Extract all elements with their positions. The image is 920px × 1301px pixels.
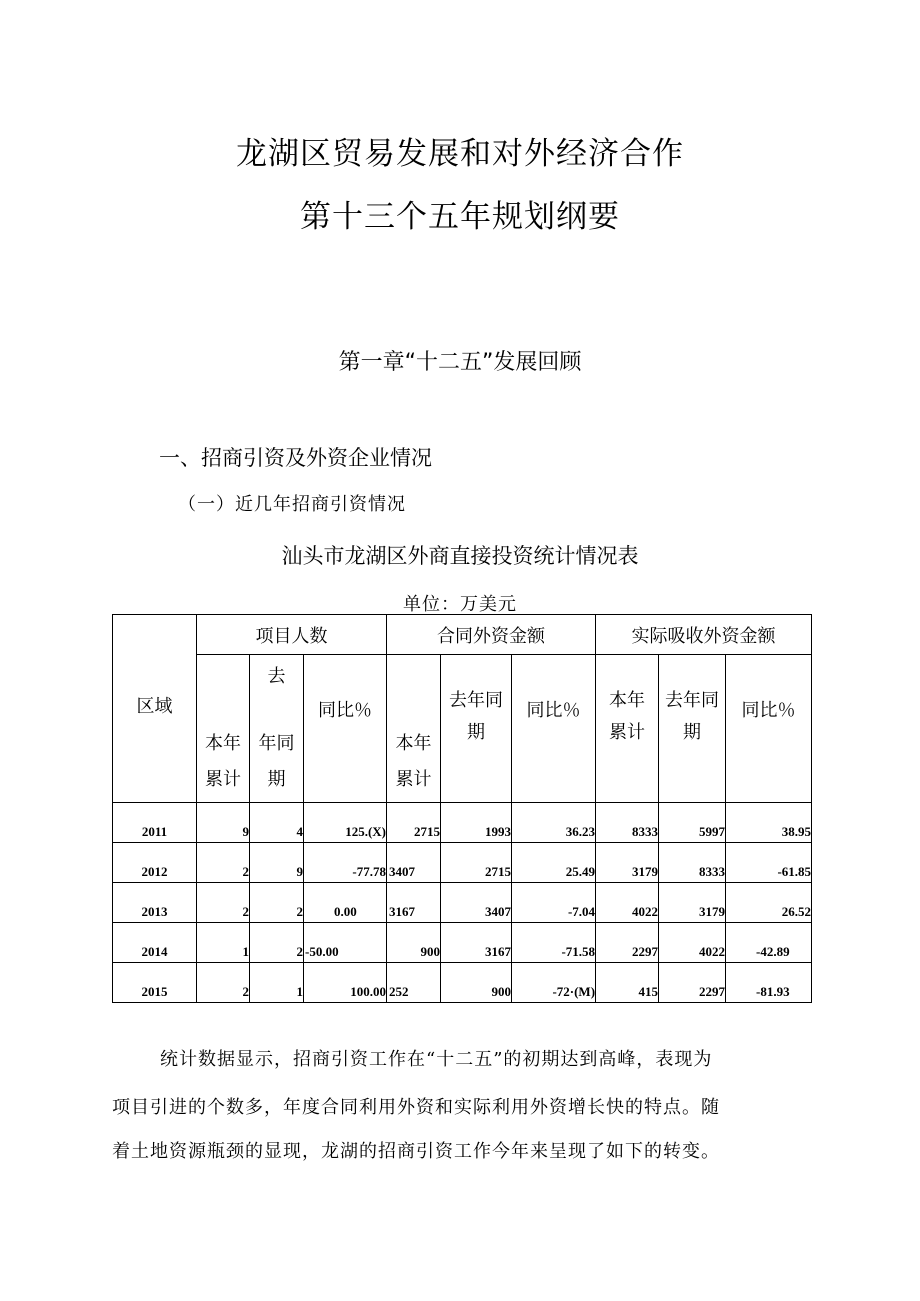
header-region: 区域: [113, 615, 197, 803]
chapter-heading: 第一章“十二五”发展回顾: [338, 350, 582, 375]
investment-table: [112, 614, 812, 1003]
header-prev-1: 年同 期: [250, 695, 304, 803]
paragraph-line-3: 着土地资源瓶颈的显现，龙湖的招商引资工作今年来呈现了如下的转变。: [112, 1141, 720, 1162]
header-actual-amount: 实际吸收外资金额: [596, 615, 812, 655]
table-row: 2013 2 2 0.00 3167 3407 -7.04 4022 3179 26.52: [113, 883, 812, 923]
header-prev-3: 去年同 期: [659, 655, 726, 803]
paragraph-line-1: 统计数据显示，招商引资工作在“十二五”的初期达到高峰，表现为: [160, 1049, 713, 1070]
header-prev-2: 去年同 期: [441, 655, 512, 803]
table-row: 2011 9 4 125.(X) 2715 1993 36.23 8333 5997 38.95: [113, 803, 812, 843]
table-unit: 单位：万美元: [403, 594, 517, 615]
table-row: 2015 2 1 100.00 252 900 -72·(M) 415 2297 -81.93: [113, 963, 812, 1003]
header-yoy-1: 同比％: [304, 655, 387, 803]
doc-title-line1: 龙湖区贸易发展和对外经济合作: [236, 136, 684, 172]
section-heading: 一、招商引资及外资企业情况: [159, 446, 432, 470]
header-cur-total-2: 本年 累计: [387, 655, 441, 803]
paragraph-line-2: 项目引进的个数多，年度合同利用外资和实际利用外资增长快的特点。随: [112, 1097, 720, 1118]
table-row: 2012 2 9 -77.78 3407 2715 25.49 3179 8333 -61.85: [113, 843, 812, 883]
subsection-heading: （一）近几年招商引资情况: [178, 494, 406, 515]
header-cur-total-3: 本年 累计: [596, 655, 659, 803]
header-contract-amount: 合同外资金额: [387, 615, 596, 655]
header-yoy-3: 同比％: [726, 655, 812, 803]
header-project-count: 项目人数: [197, 615, 387, 655]
table-title: 汕头市龙湖区外商直接投资统计情况表: [281, 544, 639, 568]
header-prev-top: 去: [250, 655, 304, 695]
table-row: 2014 1 2 -50.00 900 3167 -71.58 2297 4022 -42.89: [113, 923, 812, 963]
doc-title-line2: 第十三个五年规划纲要: [300, 199, 620, 235]
header-cur-total-1: 本年 累计: [197, 655, 250, 803]
header-yoy-2: 同比％: [512, 655, 596, 803]
